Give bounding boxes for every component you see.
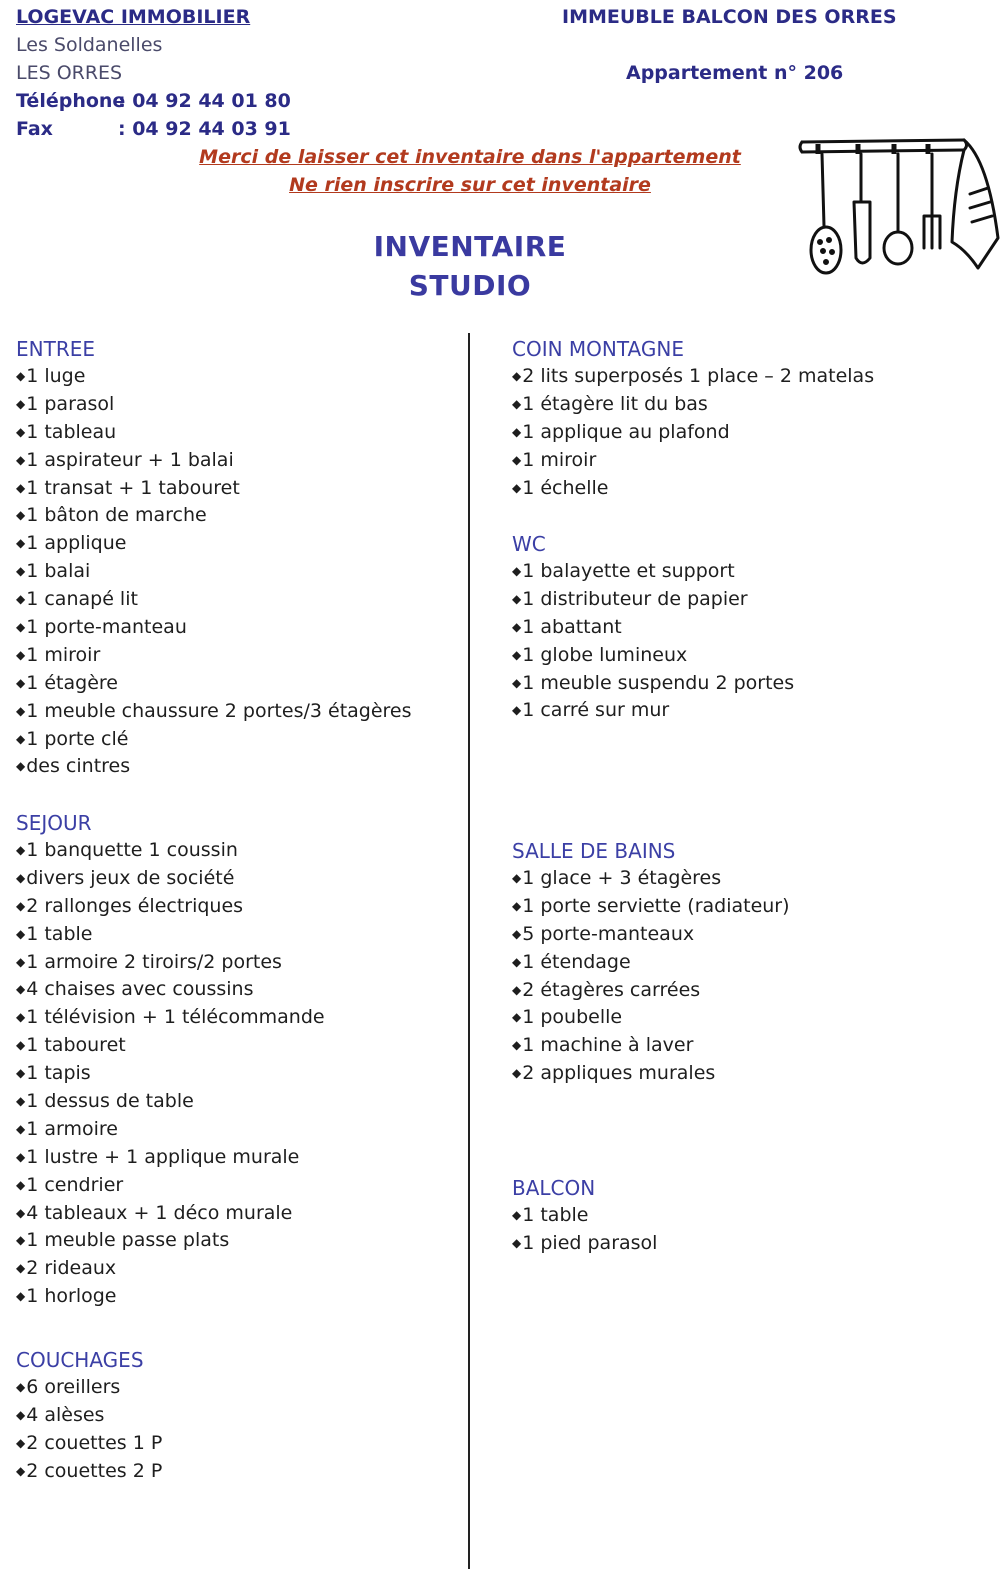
list-item — [16, 1402, 162, 1430]
bullet-icon: ◆ — [512, 675, 522, 690]
list-item — [16, 837, 325, 865]
item-text: 1 horloge — [26, 1285, 117, 1308]
item-text: 1 pied parasol — [522, 1231, 658, 1254]
item-text: 1 bâton de marche — [26, 504, 207, 527]
bullet-icon: ◆ — [16, 592, 26, 607]
item-text: 1 porte serviette (radiateur) — [522, 894, 790, 917]
bullet-icon: ◆ — [16, 926, 26, 941]
item-text: 1 étagère lit du bas — [522, 392, 708, 415]
list-item — [16, 1458, 162, 1486]
building-name: IMMEUBLE BALCON DES ORRES — [562, 6, 897, 28]
list-item — [512, 614, 794, 642]
item-text: 1 échelle — [522, 476, 609, 499]
list-item — [512, 1230, 657, 1258]
list-item — [512, 921, 790, 949]
list-item — [16, 1200, 325, 1228]
section-balcon — [512, 1174, 657, 1258]
list-item — [16, 1088, 325, 1116]
item-text: 1 porte-manteau — [26, 616, 187, 639]
bullet-icon: ◆ — [16, 703, 26, 718]
list-item — [512, 1202, 657, 1230]
bullet-icon: ◆ — [512, 1010, 522, 1025]
bullet-icon: ◆ — [512, 647, 522, 662]
list-item — [512, 1032, 790, 1060]
bullet-icon: ◆ — [512, 703, 522, 718]
item-text: 1 balayette et support — [522, 560, 735, 582]
bullet-icon: ◆ — [16, 1205, 26, 1220]
fax-label: Fax — [16, 118, 53, 140]
list-item — [512, 1060, 790, 1088]
bullet-icon: ◆ — [16, 1435, 26, 1450]
list-item — [512, 586, 794, 614]
bullet-icon: ◆ — [16, 564, 26, 579]
item-text: 1 étendage — [522, 950, 631, 973]
bullet-icon: ◆ — [16, 731, 26, 746]
address-line-1: Les Soldanelles — [16, 34, 163, 56]
list-item — [16, 726, 412, 754]
list-item — [16, 502, 412, 530]
bullet-icon: ◆ — [512, 982, 522, 997]
column-divider — [468, 333, 470, 1569]
bullet-icon: ◆ — [16, 843, 26, 857]
list-item — [16, 865, 325, 893]
list-item — [512, 475, 874, 503]
item-text: 1 lustre + 1 applique murale — [26, 1145, 300, 1168]
bullet-icon: ◆ — [16, 870, 26, 885]
bullet-icon: ◆ — [512, 369, 522, 383]
list-item — [16, 1144, 325, 1172]
item-text: 1 armoire — [26, 1117, 118, 1140]
section-title: ENTREE — [16, 337, 95, 361]
item-text: 2 couettes 2 P — [26, 1459, 163, 1482]
bullet-icon: ◆ — [16, 898, 26, 913]
list-item — [16, 949, 325, 977]
bullet-icon: ◆ — [16, 424, 26, 439]
bullet-icon: ◆ — [16, 1261, 26, 1276]
notice-line-2: Ne rien inscrire sur cet inventaire — [289, 174, 651, 196]
bullet-icon: ◆ — [512, 396, 522, 411]
bullet-icon: ◆ — [512, 424, 522, 439]
list-item — [16, 753, 412, 781]
section-salle-de-bains — [512, 837, 790, 1088]
item-text: 1 cendrier — [26, 1173, 124, 1196]
list-item — [16, 1004, 325, 1032]
bullet-icon: ◆ — [16, 1380, 26, 1394]
bullet-icon: ◆ — [16, 1289, 26, 1304]
list-item — [512, 949, 790, 977]
item-text: 1 dessus de table — [26, 1090, 194, 1113]
item-text: 1 glace + 3 étagères — [522, 867, 722, 889]
bullet-icon: ◆ — [512, 619, 522, 634]
item-text: 1 distributeur de papier — [522, 587, 748, 610]
item-text: 1 tapis — [26, 1062, 91, 1085]
item-text: 1 télévision + 1 télécommande — [26, 1006, 325, 1029]
item-text: 1 parasol — [26, 392, 115, 415]
item-list — [16, 837, 325, 1311]
list-item — [16, 698, 412, 726]
list-item — [16, 363, 412, 391]
item-text: 1 étagère — [26, 671, 118, 694]
section-title: WC — [512, 532, 546, 556]
item-text: 1 tabouret — [26, 1034, 126, 1057]
bullet-icon: ◆ — [16, 1407, 26, 1422]
list-item — [16, 1283, 325, 1311]
list-item — [512, 1004, 790, 1032]
bullet-icon: ◆ — [16, 1038, 26, 1053]
item-text: 1 meuble suspendu 2 portes — [522, 671, 795, 694]
item-text: 1 miroir — [522, 448, 597, 471]
list-item — [16, 614, 412, 642]
bullet-icon: ◆ — [16, 1149, 26, 1164]
item-text: divers jeux de société — [26, 866, 235, 889]
item-text: 2 rallonges électriques — [26, 894, 244, 917]
section-title: BALCON — [512, 1176, 596, 1200]
bullet-icon: ◆ — [16, 508, 26, 523]
list-item — [16, 1255, 325, 1283]
kitchen-utensils-rack-icon — [798, 130, 1000, 278]
item-text: 2 appliques murales — [522, 1062, 716, 1085]
list-item — [16, 1227, 325, 1255]
bullet-icon: ◆ — [512, 452, 522, 467]
item-list — [16, 363, 412, 781]
list-item — [16, 642, 412, 670]
bullet-icon: ◆ — [16, 1177, 26, 1192]
section-title: SEJOUR — [16, 811, 92, 835]
item-text: 1 aspirateur + 1 balai — [26, 448, 234, 471]
item-list — [512, 1202, 657, 1258]
list-item — [16, 1032, 325, 1060]
list-item — [512, 363, 874, 391]
bullet-icon: ◆ — [512, 1038, 522, 1053]
item-text: 1 globe lumineux — [522, 643, 688, 666]
item-text: 1 applique — [26, 532, 127, 555]
bullet-icon: ◆ — [512, 1208, 522, 1222]
item-list — [512, 558, 794, 725]
bullet-icon: ◆ — [16, 647, 26, 662]
list-item — [512, 977, 790, 1005]
item-text: 1 transat + 1 tabouret — [26, 476, 240, 499]
item-text: 1 meuble chaussure 2 portes/3 étagères — [26, 699, 412, 722]
list-item — [512, 642, 794, 670]
list-item — [16, 893, 325, 921]
list-item — [16, 976, 325, 1004]
section-title: SALLE DE BAINS — [512, 839, 676, 863]
list-item — [512, 670, 794, 698]
item-text: 2 rideaux — [26, 1257, 117, 1280]
bullet-icon: ◆ — [16, 1010, 26, 1025]
item-text: 1 armoire 2 tiroirs/2 portes — [26, 950, 282, 973]
item-text: 1 machine à laver — [522, 1034, 694, 1057]
section-wc — [512, 530, 794, 725]
bullet-icon: ◆ — [16, 1066, 26, 1081]
bullet-icon: ◆ — [512, 480, 522, 495]
section-sejour — [16, 809, 325, 1311]
list-item — [512, 893, 790, 921]
bullet-icon: ◆ — [512, 1235, 522, 1250]
section-title: COUCHAGES — [16, 1348, 144, 1372]
section-coin-montagne — [512, 335, 874, 502]
list-item — [512, 865, 790, 893]
bullet-icon: ◆ — [16, 396, 26, 411]
list-item — [16, 1060, 325, 1088]
bullet-icon: ◆ — [16, 1463, 26, 1478]
list-item — [512, 419, 874, 447]
bullet-icon: ◆ — [16, 982, 26, 997]
item-text: 4 tableaux + 1 déco murale — [26, 1201, 293, 1224]
bullet-icon: ◆ — [16, 369, 26, 383]
list-item — [16, 447, 412, 475]
item-text: 1 table — [522, 1204, 589, 1226]
item-text: 1 canapé lit — [26, 588, 138, 611]
bullet-icon: ◆ — [16, 759, 26, 774]
bullet-icon: ◆ — [512, 564, 522, 578]
list-item — [16, 1430, 162, 1458]
item-list — [512, 865, 790, 1088]
list-item — [16, 1116, 325, 1144]
item-text: 2 lits superposés 1 place – 2 matelas — [522, 365, 875, 387]
document-subtitle: STUDIO — [408, 269, 532, 302]
bullet-icon: ◆ — [16, 452, 26, 467]
list-item — [16, 921, 325, 949]
list-item — [16, 419, 412, 447]
document-title: INVENTAIRE — [373, 230, 567, 263]
apartment-number: Appartement n° 206 — [626, 62, 844, 84]
bullet-icon: ◆ — [16, 620, 26, 635]
bullet-icon: ◆ — [16, 675, 26, 690]
item-text: 1 poubelle — [522, 1006, 623, 1029]
list-item — [512, 558, 794, 586]
item-text: 1 porte clé — [26, 727, 129, 750]
bullet-icon: ◆ — [512, 871, 522, 885]
list-item — [16, 530, 412, 558]
company-name: LOGEVAC IMMOBILIER — [16, 6, 251, 28]
bullet-icon: ◆ — [16, 1121, 26, 1136]
section-title: COIN MONTAGNE — [512, 337, 684, 361]
list-item — [16, 1172, 325, 1200]
list-item — [16, 586, 412, 614]
bullet-icon: ◆ — [16, 1233, 26, 1248]
item-text: 1 miroir — [26, 643, 101, 666]
item-text: 1 applique au plafond — [522, 420, 730, 443]
bullet-icon: ◆ — [16, 480, 26, 495]
item-text: 1 banquette 1 coussin — [26, 839, 238, 861]
bullet-icon: ◆ — [512, 926, 522, 941]
address-line-2: LES ORRES — [16, 62, 123, 84]
item-text: 4 alèses — [26, 1403, 105, 1426]
phone-label: Téléphone — [16, 90, 126, 112]
item-text: 2 étagères carrées — [522, 978, 701, 1001]
list-item — [512, 447, 874, 475]
item-text: 2 couettes 1 P — [26, 1431, 163, 1454]
list-item — [16, 558, 412, 586]
item-text: 6 oreillers — [26, 1376, 121, 1398]
phone-value: : 04 92 44 01 80 — [118, 90, 291, 112]
item-list — [16, 1374, 162, 1486]
section-couchages — [16, 1346, 162, 1486]
list-item — [16, 1374, 162, 1402]
section-entree — [16, 335, 412, 781]
notice-line-1: Merci de laisser cet inventaire dans l'appartement — [199, 146, 741, 168]
list-item — [512, 391, 874, 419]
bullet-icon: ◆ — [512, 591, 522, 606]
item-text: des cintres — [26, 755, 131, 778]
list-item — [16, 475, 412, 503]
item-text: 5 porte-manteaux — [522, 922, 695, 945]
bullet-icon: ◆ — [512, 898, 522, 913]
list-item — [16, 670, 412, 698]
bullet-icon: ◆ — [512, 954, 522, 969]
item-text: 4 chaises avec coussins — [26, 978, 254, 1001]
item-text: 1 luge — [26, 365, 86, 387]
item-text: 1 abattant — [522, 615, 622, 638]
bullet-icon: ◆ — [16, 1094, 26, 1109]
item-list — [512, 363, 874, 502]
bullet-icon: ◆ — [16, 954, 26, 969]
item-text: 1 meuble passe plats — [26, 1229, 230, 1252]
item-text: 1 carré sur mur — [522, 699, 670, 722]
item-text: 1 table — [26, 922, 93, 945]
bullet-icon: ◆ — [512, 1066, 522, 1081]
fax-value: : 04 92 44 03 91 — [118, 118, 291, 140]
bullet-icon: ◆ — [16, 536, 26, 551]
list-item — [16, 391, 412, 419]
item-text: 1 tableau — [26, 420, 117, 443]
list-item — [512, 697, 794, 725]
item-text: 1 balai — [26, 560, 91, 583]
